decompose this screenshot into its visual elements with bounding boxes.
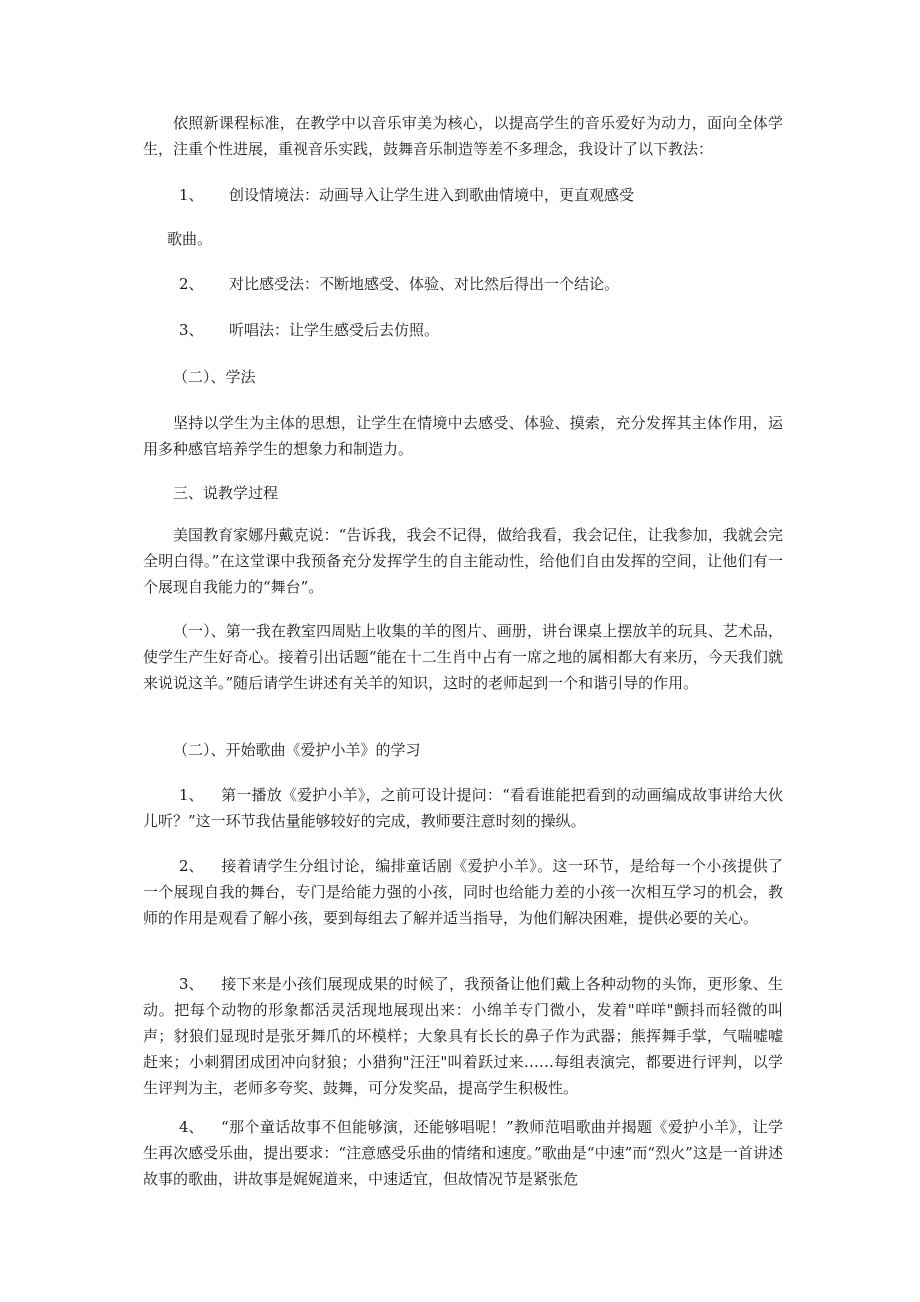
list-item-method-3 — [143, 317, 819, 343]
list-text: 第一播放《爱护小羊》，之前可设计提问：“看看谁能把看到的动画编成故事讲给大伙儿听？”这一环节我估量能够较好的完成，教师要注意时刻的操纵。 — [143, 786, 783, 830]
list-number: 2、 — [179, 275, 204, 293]
list-text: 接下来是小孩们展现成果的时候了，我预备让他们戴上各种动物的头饰，更形象、生动。把每个动物的形象都活灵活现地展现出来：小绵羊专门微小，发着"咩咩"颤抖而轻微的叫声；豺狼们显现时是张牙舞爪的坏模样；大象具有长长的鼻子作为武器；熊挥舞手掌，气喘嘘嘘赶来；小刺猬团成团冲向豺狼；小猎狗"汪汪"叫着跃过来……每组表演完，都要进行评判，以学生评判为主，老师多夸奖、鼓舞，可分发奖品，提高学生积极性。 — [143, 975, 783, 1097]
paragraph-step-one: （一）、第一我在教室四周贴上收集的羊的图片、画册，讲台课桌上摆放羊的玩具、艺术品，使学生产生好奇心。接着引出话题“能在十二生肖中占有一席之地的属相都大有来历，今天我们就来说说这羊。”随后请学生讲述有关羊的知识，这时的老师起到一个和谐引导的作用。 — [143, 622, 783, 692]
paragraph-educator-quote: 美国教育家娜丹戴克说：“告诉我，我会不记得，做给我看，我会记住，让我参加，我就会完全明白得。”在这堂课中我预备充分发挥学生的自主能动性，给他们自由发挥的空间，让他们有一个展现自我能力的“舞台”。 — [143, 526, 783, 596]
section-heading-song-learning: （二）、开始歌曲《爱护小羊》的学习 — [173, 741, 421, 759]
list-item-method-2 — [143, 271, 819, 297]
list-text: “那个童话故事不但能够演，还能够唱呢！”教师范唱歌曲并揭题《爱护小羊》，让学生再次感受乐曲，提出要求：“注意感受乐曲的情绪和速度。”歌曲是“中速”而“烈火”这是一首讲述故事的歌曲，讲故事是娓娓道来，中速适宜，但故情况节是紧张危 — [143, 1118, 783, 1188]
section-heading-learning-methods: （二）、学法 — [173, 368, 256, 386]
section-heading-teaching-process: 三、说教学过程 — [173, 484, 279, 502]
list-text: 对比感受法：不断地感受、体验、对比然后得出一个结论。 — [229, 275, 620, 293]
list-item-song-1 — [143, 782, 783, 834]
list-item-method-1 — [143, 182, 819, 208]
list-item-song-4 — [143, 1114, 783, 1192]
list-number: 1、 — [179, 186, 204, 204]
paragraph-learning-methods: 坚持以学生为主体的思想，让学生在情境中去感受、体验、摸索，充分发挥其主体作用，运用多种感官培养学生的想象力和制造力。 — [143, 414, 783, 458]
list-number: 2、 — [179, 857, 204, 875]
paragraph-teaching-methods-intro: 依照新课程标准，在教学中以音乐审美为核心，以提高学生的音乐爱好为动力，面向全体学生，注重个性进展，重视音乐实践，鼓舞音乐制造等差不多理念，我设计了以下教法： — [143, 114, 783, 158]
list-text: 创设情境法：动画导入让学生进入到歌曲情境中，更直观感受 — [229, 186, 635, 204]
list-text: 听唱法：让学生感受后去仿照。 — [229, 321, 440, 339]
list-number: 3、 — [179, 975, 204, 993]
list-item-song-3 — [143, 971, 783, 1101]
list-item-method-1-continued: 歌曲。 — [167, 230, 213, 248]
list-number: 1、 — [179, 786, 204, 804]
list-number: 3、 — [179, 321, 204, 339]
list-item-song-2 — [143, 853, 783, 931]
list-number: 4、 — [179, 1118, 204, 1136]
list-text: 接着请学生分组讨论，编排童话剧《爱护小羊》。这一环节，是给每一个小孩提供了一个展现自我的舞台，专门是给能力强的小孩，同时也给能力差的小孩一次相互学习的机会，教师的作用是观看了解小孩，要到每组去了解并适当指导，为他们解决困难，提供必要的关心。 — [143, 857, 783, 927]
